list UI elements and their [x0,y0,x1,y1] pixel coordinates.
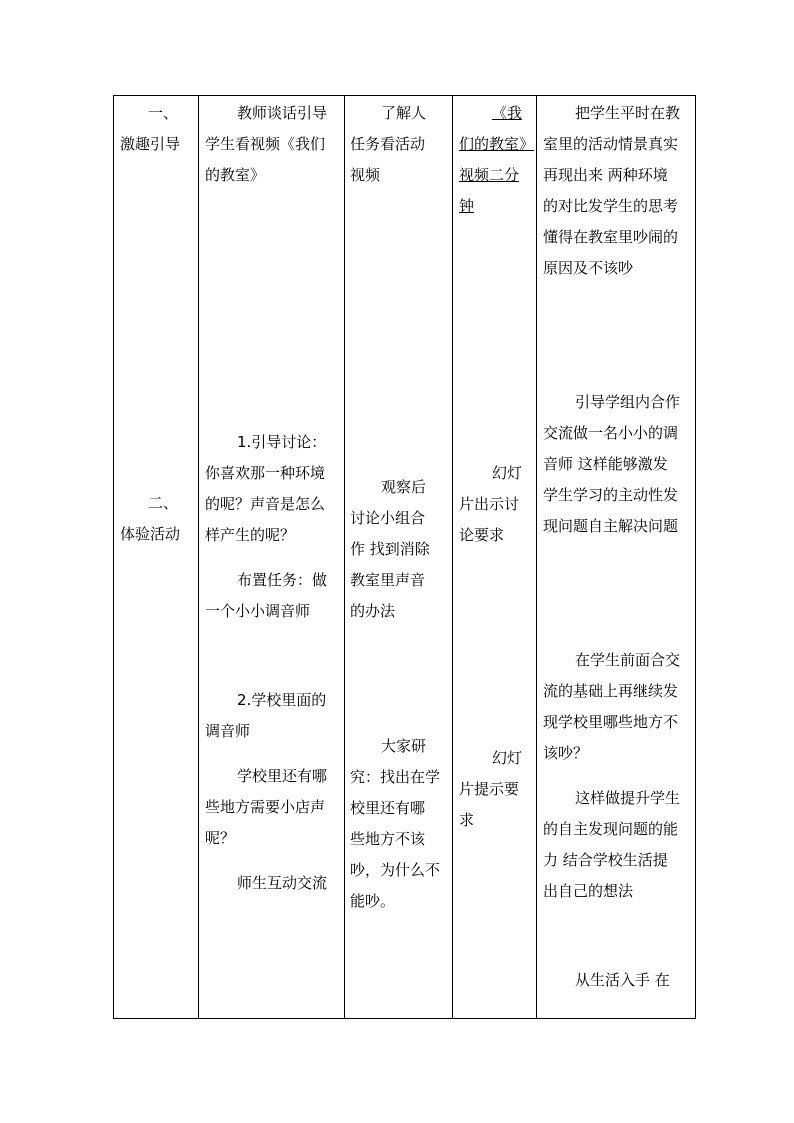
design-intent-line: 现学校里哪些地方不 [543,713,679,731]
student-activity-line: 任务看活动 [350,135,426,153]
teacher-activity-line: 些地方需要小店声 [205,798,326,816]
student-activity-line: 大家研 [381,737,427,755]
teacher-activity-line: 呢？ [205,829,236,847]
student-activity-line: 讨论小组合 [350,509,426,527]
student-activity-line: 校里还有哪 [350,799,426,817]
design-intent-line: 的自主发现问题的能 [543,820,679,838]
design-intent-line: 室里的活动情景真实 [543,135,679,153]
teacher-activity-line: 1.引导讨论： [237,433,327,451]
design-intent-line: 引导学组内合作 [575,393,681,411]
media-link-line: 视频二分 [459,166,520,184]
column-divider [452,96,453,1018]
student-activity-line: 能吵。 [350,892,396,910]
media-line: 幻灯 [492,749,523,767]
media-link-line: 《我 [492,104,523,122]
column-divider [536,96,537,1018]
student-activity-line: 些地方不该 [350,830,426,848]
student-activity-line: 教室里声音 [350,571,426,589]
student-activity-line: 的办法 [350,602,396,620]
student-activity-line: 了解人 [381,104,427,122]
design-intent-line: 的对比发学生的思考 [543,197,679,215]
stage-number: 二、 [148,494,179,512]
design-intent-line: 出自己的想法 [543,882,634,900]
design-intent-line: 把学生平时在教 [575,104,681,122]
teacher-activity-line: 师生互动交流 [237,874,328,892]
design-intent-line: 交流做一名小小的调 [543,424,679,442]
media-link-line: 们的教室》 [459,135,535,153]
stage-title: 体验活动 [120,525,181,543]
media-link-line: 钟 [459,197,475,215]
teacher-activity-line: 学校里还有哪 [237,767,328,785]
teacher-activity-line: 你喜欢那一种环境 [205,464,326,482]
column-divider [198,96,199,1018]
design-intent-line: 这样做提升学生 [575,789,681,807]
teacher-activity-line: 一个小小调音师 [205,602,311,620]
teacher-activity-line: 的教室》 [205,166,266,184]
design-intent-line: 原因及不该吵 [543,259,634,277]
teacher-activity-line: 学生看视频《我们 [205,135,326,153]
design-intent-line: 懂得在教室里吵闹的 [543,228,679,246]
student-activity-line: 吵，为什么不 [350,861,441,879]
design-intent-line: 再现出来 两种环境 [543,166,668,184]
design-intent-line: 该吵？ [543,744,589,762]
design-intent-line: 学生学习的主动性发 [543,486,679,504]
teacher-activity-line: 2.学校里面的 [237,691,327,709]
media-line: 片提示要 [459,780,520,798]
design-intent-line: 在学生前面合交 [575,651,681,669]
design-intent-line: 音师 这样能够激发 [543,455,668,473]
media-line: 片出示讨 [459,495,520,513]
teacher-activity-line: 教师谈话引导 [237,104,328,122]
media-line: 求 [459,811,475,829]
stage-title: 激趣引导 [120,135,181,153]
student-activity-line: 视频 [350,166,381,184]
student-activity-line: 究：找出在学 [350,768,441,786]
student-activity-line: 作 找到消除 [350,540,430,558]
stage-number: 一、 [148,104,179,122]
column-divider [344,96,345,1018]
media-line: 幻灯 [492,464,523,482]
design-intent-line: 从生活入手 在 [575,971,670,989]
student-activity-line: 观察后 [381,478,427,496]
design-intent-line: 现问题自主解决问题 [543,517,679,535]
teacher-activity-line: 的呢？声音是怎么 [205,495,326,513]
teacher-activity-line: 布置任务：做 [237,571,328,589]
media-line: 论要求 [459,526,505,544]
design-intent-line: 流的基础上再继续发 [543,682,679,700]
teacher-activity-line: 样产生的呢？ [205,526,296,544]
design-intent-line: 力 结合学校生活提 [543,851,668,869]
teacher-activity-line: 调音师 [205,722,251,740]
